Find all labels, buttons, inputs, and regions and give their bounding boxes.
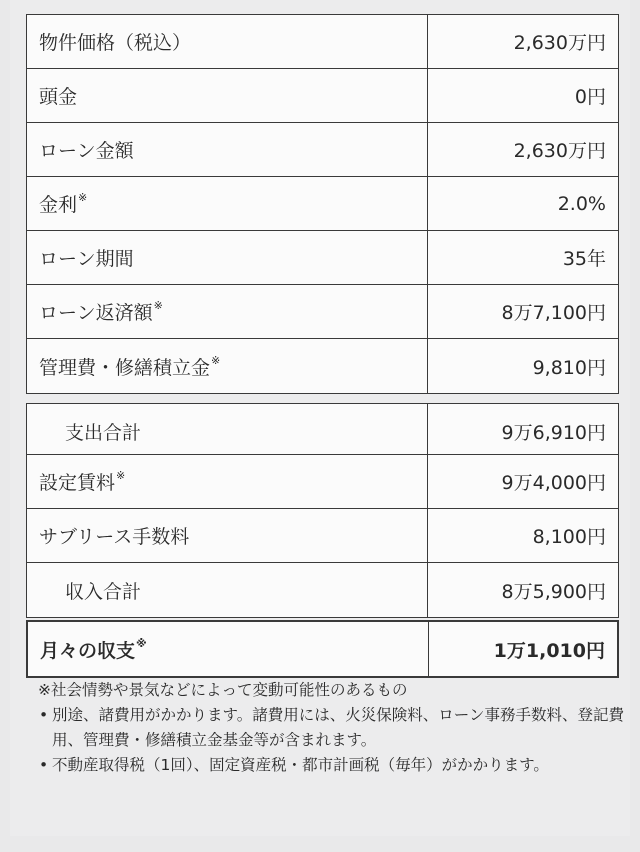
balance-row (28, 622, 617, 676)
footnotes (38, 678, 628, 778)
expense-total-row (27, 404, 618, 458)
table-row (27, 339, 618, 393)
row-value: 8万7,100円 (501, 302, 606, 324)
table-row (27, 123, 618, 177)
income-total-label: 収入合計 (27, 563, 428, 617)
loan-table (26, 14, 619, 394)
table-row (27, 231, 618, 285)
row-label: 管理費・修繕積立金 ※ (27, 339, 428, 393)
row-label: 物件価格（税込） (27, 15, 428, 68)
row-label: サブリース手数料 (27, 509, 428, 562)
balance-value: 1万1,010円 (493, 639, 605, 662)
row-label: ローン金額 (27, 123, 428, 176)
asterisk-note: ※社会情勢や景気などによって変動可能性のあるもの (38, 681, 408, 699)
note-item (38, 753, 628, 778)
income-total-row (27, 563, 618, 617)
note-item (38, 703, 628, 753)
note-text: 不動産取得税（1回）、固定資産税・都市計画税（毎年）がかかります。 (52, 756, 549, 774)
balance-table (26, 620, 619, 678)
bullet-icon: • (39, 706, 49, 724)
table-row (27, 285, 618, 339)
table-row (27, 509, 618, 563)
row-label: 頭金 (27, 69, 428, 122)
expense-total-label: 支出合計 (27, 404, 428, 458)
row-value: 2.0% (557, 192, 606, 215)
row-value: 9万4,000円 (501, 472, 606, 494)
row-value: 0円 (574, 86, 606, 108)
row-label: 金利 ※ (27, 177, 428, 230)
bullet-icon: • (39, 756, 49, 774)
table-row (27, 69, 618, 123)
row-label: ローン返済額 ※ (27, 285, 428, 338)
row-value: 2,630万円 (513, 140, 606, 162)
row-value: 2,630万円 (513, 32, 606, 54)
table-row (27, 177, 618, 231)
income-total-value: 8万5,900円 (501, 580, 606, 603)
table-row (27, 15, 618, 69)
row-label: 設定賃料 ※ (27, 455, 428, 508)
balance-label: 月々の収支 ※ (28, 622, 429, 676)
summary-panel (10, 0, 630, 836)
row-value: 9,810円 (532, 356, 606, 379)
table-row (27, 455, 618, 509)
income-table (26, 454, 619, 618)
row-value: 35年 (562, 248, 606, 270)
row-label: ローン期間 (27, 231, 428, 284)
expense-total-value: 9万6,910円 (501, 421, 606, 444)
row-value: 8,100円 (532, 526, 606, 548)
note-text: 別途、諸費用がかかります。諸費用には、火災保険料、ローン事務手数料、登記費用、管理費・修繕積立金基金等が含まれます。 (52, 706, 624, 749)
expense-total-table (26, 403, 619, 459)
